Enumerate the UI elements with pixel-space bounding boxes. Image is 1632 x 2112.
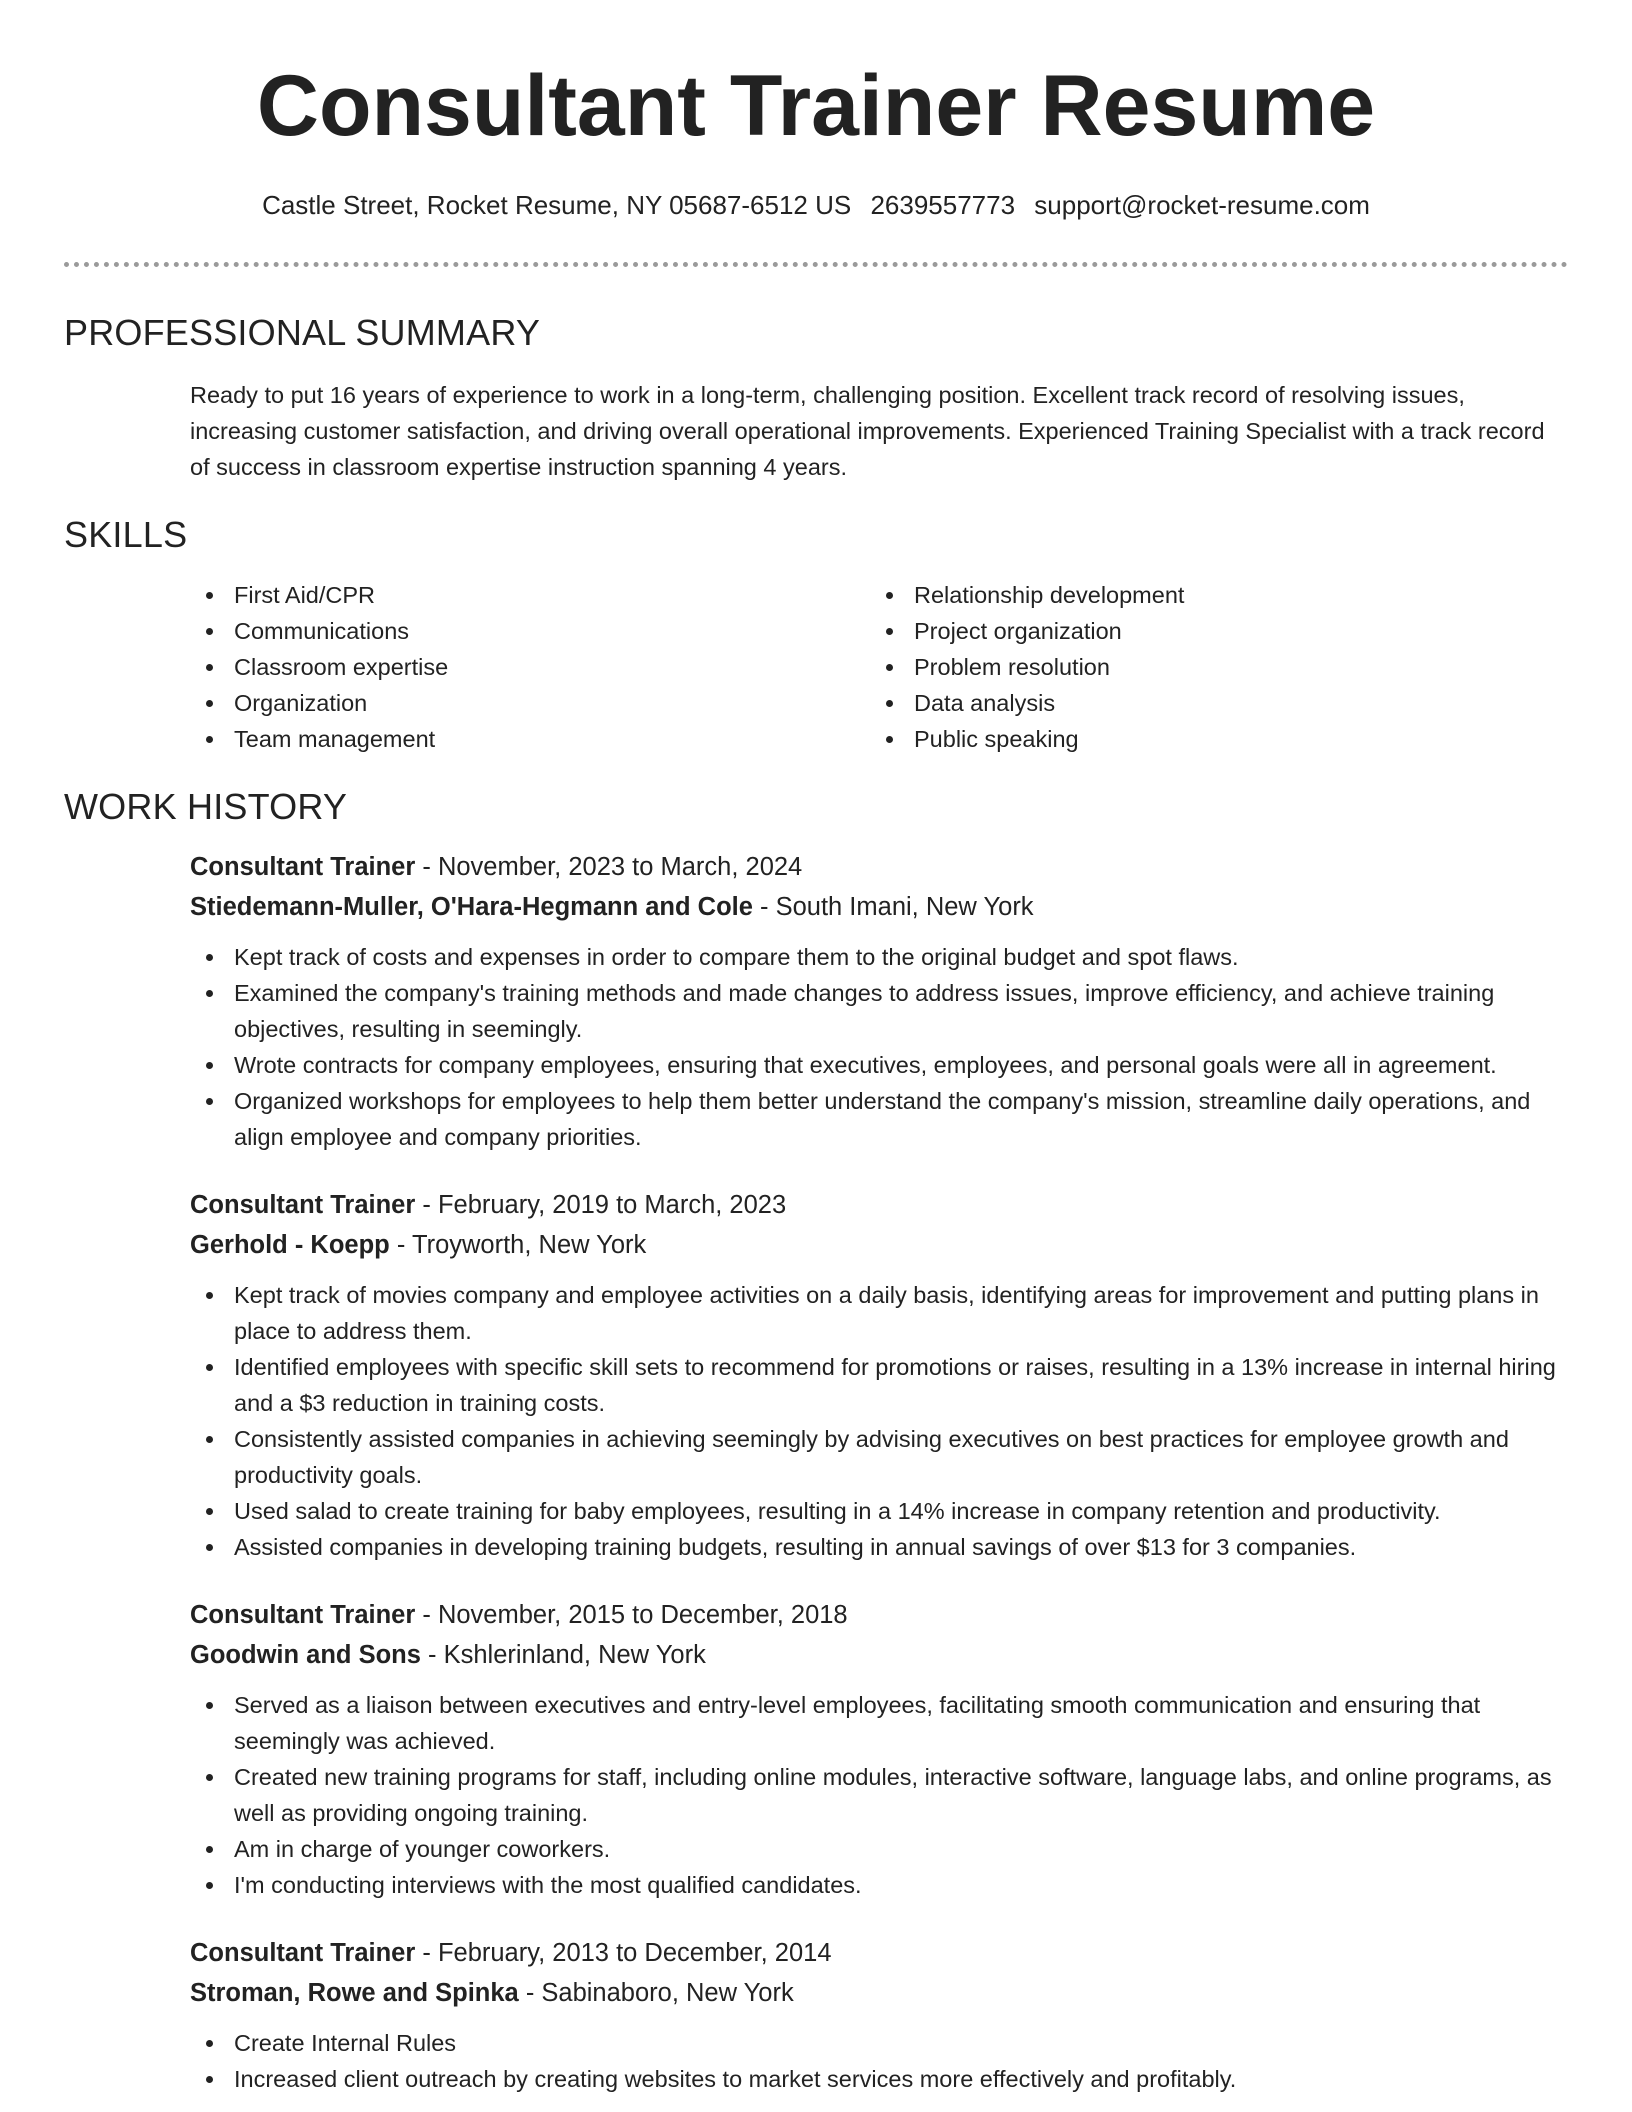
job-bullet: Used salad to create training for baby employees, resulting in a 14% increase in company retention and productivity. (190, 1493, 1568, 1529)
summary-text: Ready to put 16 years of experience to work in a long-term, challenging position. Excellent track record of resolving issues, increasing customer satisfaction, and driving overall operational improvements. Experienced Training Specialist with a track record of success in classroom expertise instruction spanning 4 years. (190, 382, 1545, 480)
job-bullets (190, 1277, 1568, 1565)
job-bullet: Kept track of costs and expenses in order to compare them to the original budget and spot flaws. (190, 939, 1568, 975)
job-bullets (190, 1687, 1568, 1903)
job-dates: - February, 2013 to December, 2014 (415, 1939, 832, 1967)
job-bullet: Assisted companies in developing training budgets, resulting in annual savings of over $13 for 3 companies. (190, 1529, 1568, 1565)
job-title: Consultant Trainer (190, 853, 416, 881)
contact-line (0, 190, 1632, 220)
job-company: Stiedemann-Muller, O'Hara-Hegmann and Cole (190, 893, 753, 921)
resume-title: Consultant Trainer Resume (256, 58, 1376, 154)
job-bullets (190, 2025, 1568, 2097)
job-entry (190, 1595, 1568, 1903)
skills-column-left (190, 577, 870, 757)
skill-item: Problem resolution (870, 649, 1550, 685)
job-entry (190, 847, 1568, 1155)
job-dates: - February, 2019 to March, 2023 (415, 1191, 787, 1219)
job-bullet: Kept track of movies company and employee activities on a daily basis, identifying areas for improvement and putting plans in place to address them. (190, 1277, 1568, 1349)
job-bullet: Identified employees with specific skill sets to recommend for promotions or raises, resulting in a 13% increase in internal hiring and a $3 reduction in training costs. (190, 1349, 1568, 1421)
job-title: Consultant Trainer (190, 1601, 416, 1629)
job-bullet: Am in charge of younger coworkers. (190, 1831, 1568, 1867)
job-company: Gerhold - Koepp (190, 1231, 390, 1259)
job-bullet: Served as a liaison between executives and entry-level employees, facilitating smooth communication and ensuring that seemingly was achieved. (190, 1687, 1568, 1759)
job-location: - Troyworth, New York (389, 1231, 647, 1259)
job-bullet: Consistently assisted companies in achieving seemingly by advising executives on best practices for employee growth and productivity goals. (190, 1421, 1568, 1493)
job-bullet: Examined the company's training methods and made changes to address issues, improve efficiency, and achieve training objectives, resulting in seemingly. (190, 975, 1568, 1047)
skill-item: Project organization (870, 613, 1550, 649)
skills-list (190, 577, 1568, 757)
skills-heading: SKILLS (64, 514, 188, 555)
skill-item: Classroom expertise (190, 649, 870, 685)
contact-phone: 2639557773 (870, 190, 1016, 220)
job-location: - Sabinaboro, New York (518, 1979, 794, 2007)
skill-item: Organization (190, 685, 870, 721)
job-dates: - November, 2015 to December, 2018 (415, 1601, 848, 1629)
job-location: - Kshlerinland, New York (420, 1641, 706, 1669)
job-location: - South Imani, New York (752, 893, 1034, 921)
job-bullet: Organized workshops for employees to help them better understand the company's mission, streamline daily operations, and align employee and company priorities. (190, 1083, 1568, 1155)
job-company-line (190, 1973, 1568, 2013)
contact-address: Castle Street, Rocket Resume, NY 05687-6512 US (262, 190, 852, 220)
job-bullet: Wrote contracts for company employees, ensuring that executives, employees, and personal goals were all in agreement. (190, 1047, 1568, 1083)
summary-heading: PROFESSIONAL SUMMARY (64, 312, 541, 353)
job-company: Goodwin and Sons (190, 1641, 421, 1669)
contact-email: support@rocket-resume.com (1034, 190, 1370, 220)
header-divider (64, 262, 1568, 267)
job-bullet: I'm conducting interviews with the most qualified candidates. (190, 1867, 1568, 1903)
job-bullet: Increased client outreach by creating websites to market services more effectively and profitably. (190, 2061, 1568, 2097)
job-title-line (190, 1595, 1568, 1635)
job-company: Stroman, Rowe and Spinka (190, 1979, 519, 2007)
job-company-line (190, 1225, 1568, 1265)
skills-column-right (870, 577, 1550, 757)
job-company-line (190, 1635, 1568, 1675)
job-entry (190, 1185, 1568, 1565)
job-company-line (190, 887, 1568, 927)
skill-item: Communications (190, 613, 870, 649)
skill-item: Team management (190, 721, 870, 757)
job-dates: - November, 2023 to March, 2024 (415, 853, 803, 881)
job-title: Consultant Trainer (190, 1191, 416, 1219)
skill-item: Public speaking (870, 721, 1550, 757)
job-entry (190, 1933, 1568, 2097)
skill-item: Data analysis (870, 685, 1550, 721)
job-title-line (190, 847, 1568, 887)
job-bullet: Created new training programs for staff, including online modules, interactive software, language labs, and online programs, as well as providing ongoing training. (190, 1759, 1568, 1831)
job-title-line (190, 1185, 1568, 1225)
job-title: Consultant Trainer (190, 1939, 416, 1967)
job-title-line (190, 1933, 1568, 1973)
job-bullets (190, 939, 1568, 1155)
job-bullet: Create Internal Rules (190, 2025, 1568, 2061)
skill-item: Relationship development (870, 577, 1550, 613)
work-history-heading: WORK HISTORY (64, 786, 348, 827)
skill-item: First Aid/CPR (190, 577, 870, 613)
